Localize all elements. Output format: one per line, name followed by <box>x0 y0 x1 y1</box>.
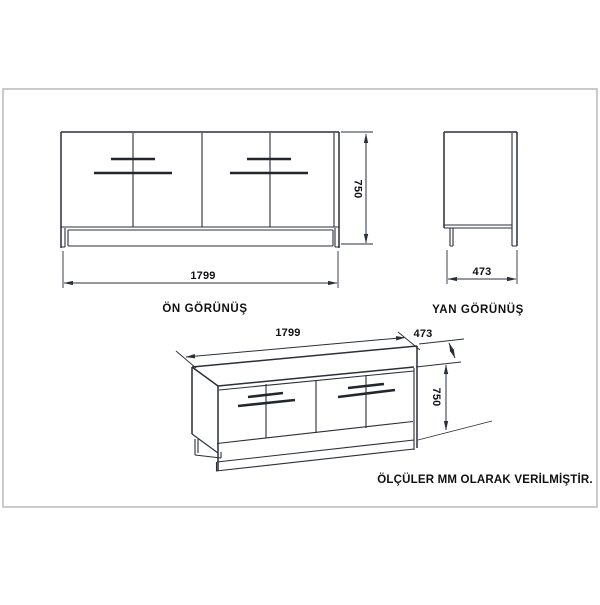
page-border <box>3 89 597 507</box>
side-depth-value: 473 <box>472 266 492 278</box>
perspective-view-drawing <box>176 327 492 471</box>
front-width-dimension <box>63 251 338 288</box>
perspective-width-dimension <box>176 327 420 368</box>
perspective-width-value: 1799 <box>275 327 301 339</box>
perspective-height-dimension <box>418 365 492 440</box>
perspective-depth-dimension <box>414 328 464 367</box>
front-view-drawing <box>61 132 373 315</box>
side-depth-dimension <box>447 250 517 284</box>
door-handles-front <box>94 159 308 173</box>
front-height-value: 750 <box>351 179 364 199</box>
front-width-value: 1799 <box>190 270 216 282</box>
front-height-dimension <box>341 132 373 244</box>
units-note: ÖLÇÜLER MM OLARAK VERİLMİŞTİR. <box>377 474 593 486</box>
side-view-drawing <box>432 132 524 316</box>
front-view-label: ÖN GÖRÜNÜŞ <box>162 303 248 315</box>
side-view-label: YAN GÖRÜNÜŞ <box>432 304 524 316</box>
perspective-height-value: 750 <box>430 387 442 407</box>
perspective-depth-value: 473 <box>413 328 433 340</box>
